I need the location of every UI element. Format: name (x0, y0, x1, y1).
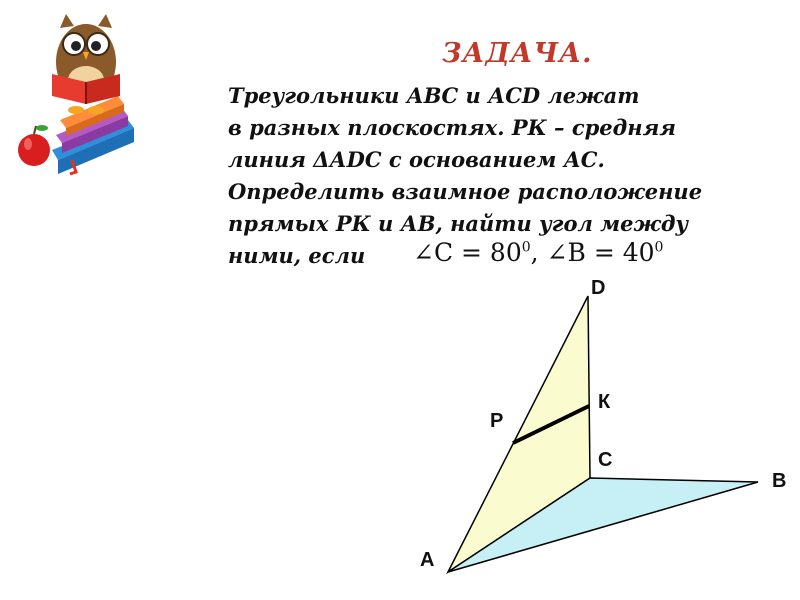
task-line: прямых РК и АВ, найти угол между (228, 211, 689, 236)
point-label-a: A (420, 549, 435, 571)
formula-separator: , (530, 238, 539, 267)
degree-mark: 0 (654, 239, 664, 256)
angle-c-value: ∠C = 80 (413, 238, 522, 267)
point-label-k: К (598, 391, 611, 413)
point-label-d: D (591, 277, 606, 299)
point-label-c: C (598, 449, 613, 471)
task-line: Треугольники АВС и АСD лежат (228, 83, 640, 108)
task-line: линия ΔАDC с основанием АС. (228, 147, 605, 172)
angle-b-value: ∠B = 40 (546, 238, 655, 267)
task-line: ними, если (228, 243, 366, 268)
task-title: ЗАДАЧА. (442, 38, 593, 69)
degree-mark: 0 (521, 239, 531, 256)
task-line: в разных плоскостях. РК – средняя (228, 115, 677, 140)
task-line: Определить взаимное расположение (228, 179, 703, 204)
point-label-p: P (490, 410, 504, 432)
point-label-b: B (772, 470, 787, 492)
